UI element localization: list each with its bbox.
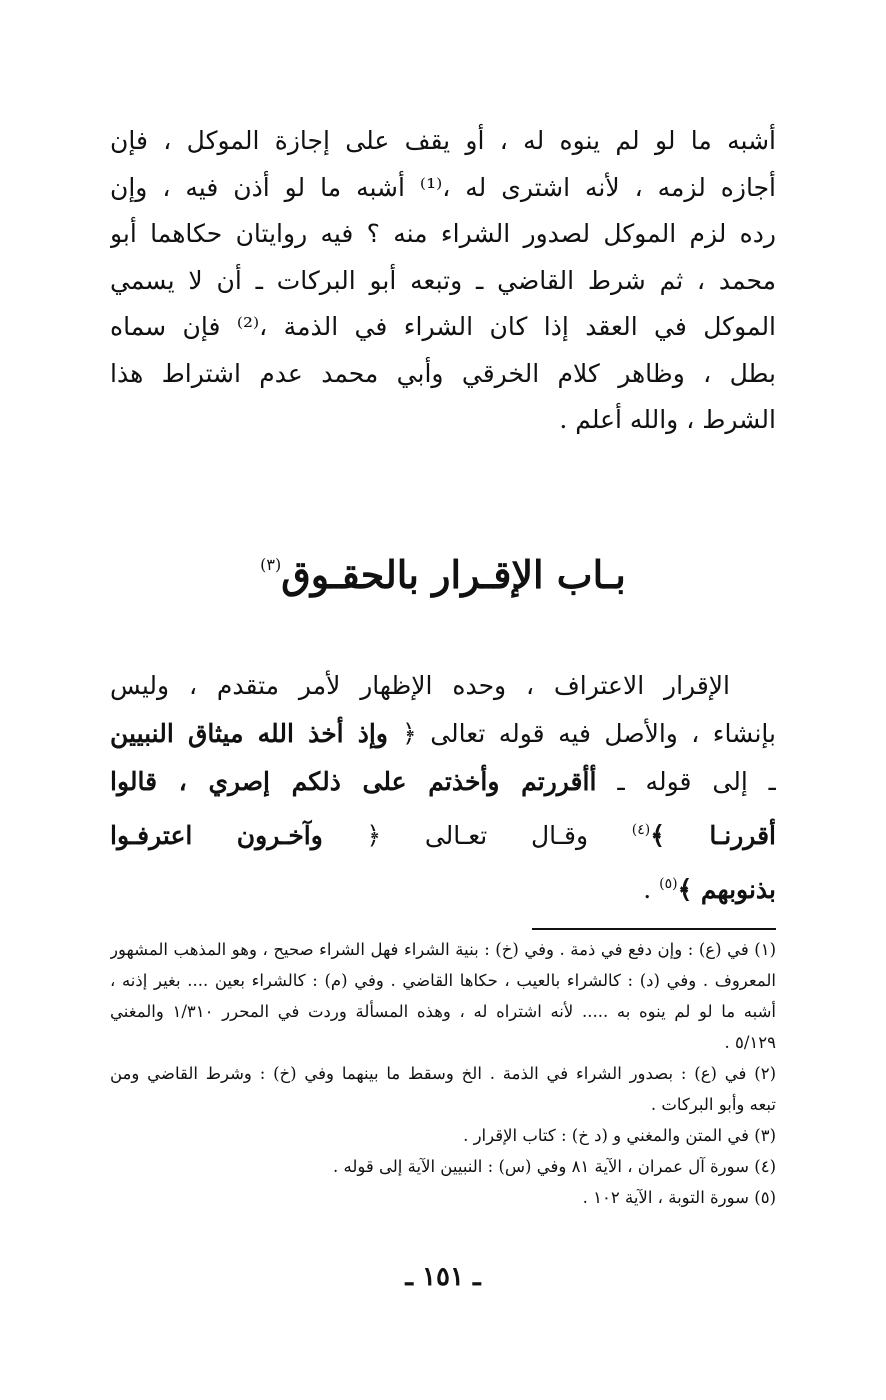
footnote-3 [110,1120,776,1151]
chapter-heading-text: بـاب الإقـرار بالحقـوق [281,552,626,597]
paragraph-line: الموكل في العقد إذا كان الشراء في الذمة ،⁽²⁾ فإن سماه [110,312,776,341]
footnote-line: ٥/١٢٩ . [724,1033,776,1052]
body-paragraph-1 [110,118,776,444]
paragraph-line: الإقرار الاعتراف ، وحده الإظهار لأمر متقدم ، وليس [110,671,730,700]
paragraph-line-last: الشرط ، والله أعلم . [559,405,776,434]
footnote-separator [532,928,776,930]
quran-quote: أأقررتم وأخذتم على ذلكم إصري ، قالوا [110,767,597,796]
paragraph-line [110,758,776,806]
footnote-1 [110,934,776,1058]
paragraph-line: محمد ، ثم شرط القاضي ـ وتبعه أبو البركات ـ أن لا يسمي [110,265,776,295]
plain-text: ـ إلى قوله ـ [596,767,776,796]
footnote-ref: (٤) [631,822,651,838]
footnote-line: تبعه وأبو البركات . [650,1095,776,1114]
paragraph-line [110,806,776,860]
footnotes [110,934,776,1213]
paragraph-line-last [110,860,776,914]
plain-text: . [643,875,660,904]
footnote-line: أشبه ما لو لم ينوه به ..... لأنه اشتراه له ، وهذه المسألة وردت في المحرر ١/٣١٠ والمغني [110,1002,776,1021]
footnote-5 [110,1182,776,1213]
footnote-4 [110,1151,776,1182]
footnote-line: (٣) في المتن والمغني و (د خ) : كتاب الإقرار . [463,1126,776,1145]
paragraph-line: رده لزم الموكل لصدور الشراء منه ؟ فيه روايتان حكاهما أبو [110,219,776,248]
footnote-line: (١) في (ع) : وإن دفع في ذمة . وفي (خ) : بنية الشراء فهل الشراء صحيح ، وهو المذهب المشهور [110,940,776,959]
paragraph-line: أشبه ما لو لم ينوه له ، أو يقف على إجازة الموكل ، فإن [110,126,776,155]
quran-quote: وإذ أخذ الله ميثاق النبيين [110,719,403,748]
body-paragraph-2 [110,662,776,914]
quran-quote: وآخـرون اعترفـوا [110,821,323,850]
quran-quote: بذنوبهم ﴾ [677,875,776,904]
paragraph-line: بطل ، وظاهر كلام الخرقي وأبي محمد عدم اشتراط هذا [110,358,776,388]
footnote-line: (٤) سورة آل عمران ، الآية ٨١ وفي (س) : النبيين الآية إلى قوله . [333,1157,776,1176]
quran-quote: أقررنـا ﴾ [650,821,776,850]
chapter-heading-footnote-ref: (٣) [260,555,282,574]
footnote-ref: (٥) [659,876,678,892]
paragraph-line: أجازه لزمه ، لأنه اشترى له ،⁽¹⁾ أشبه ما لو أذن فيه ، وإن [110,172,776,202]
plain-text: وقـال تعـالى ﴿ [322,821,632,850]
footnote-line: (٥) سورة التوبة ، الآية ١٠٢ . [582,1188,776,1207]
paragraph-line [110,710,776,758]
page-number: ـ ١٥١ ـ [405,1262,481,1292]
plain-text: بإنشاء ، والأصل فيه قوله تعالى ﴿ [402,719,776,748]
footnote-line: (٢) في (ع) : بصدور الشراء في الذمة . الخ وسقط ما بينهما وفي (خ) : وشرط القاضي ومن [110,1064,776,1083]
footnote-line: المعروف . وفي (د) : كالشراء بالعيب ، حكاها القاضي . وفي (م) : كالشراء بعين .... بغير إذنه ، [110,971,776,990]
chapter-heading [110,552,776,597]
footnote-2 [110,1058,776,1120]
